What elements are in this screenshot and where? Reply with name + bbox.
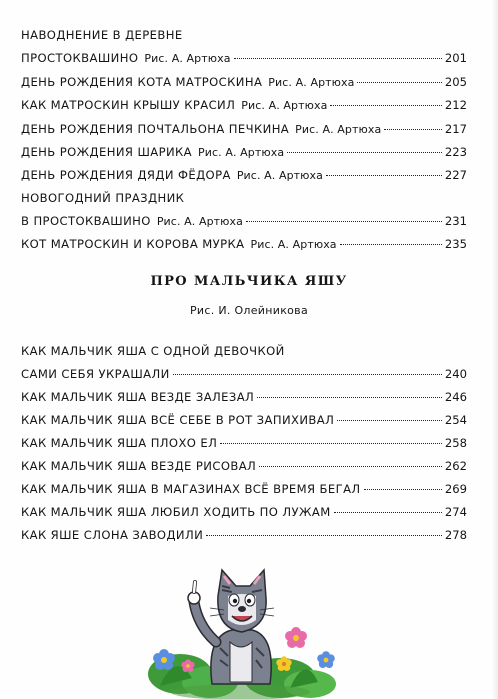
toc-entry[interactable]: [21, 459, 467, 479]
toc-credit: Рис. А. Артюха: [295, 123, 382, 136]
toc-title: КАК МАЛЬЧИК ЯША ВЕЗДЕ РИСОВАЛ: [21, 459, 257, 473]
toc-page-number: 269: [444, 482, 467, 496]
toc-credit: Рис. А. Артюха: [241, 99, 328, 112]
toc-entry[interactable]: [21, 145, 467, 165]
toc-entry[interactable]: [21, 367, 467, 387]
toc-title: ДЕНЬ РОЖДЕНИЯ ШАРИКА: [21, 145, 193, 159]
toc-entry[interactable]: [21, 28, 467, 48]
toc-credit: Рис. А. Артюха: [198, 146, 285, 159]
toc-entry[interactable]: [21, 168, 467, 188]
dot-leader: [334, 512, 442, 513]
toc-title: В ПРОСТОКВАШИНО: [21, 214, 151, 228]
toc-title: ДЕНЬ РОЖДЕНИЯ ДЯДИ ФЁДОРА: [21, 168, 231, 182]
toc-page-number: 262: [444, 459, 467, 473]
toc-title: КОТ МАТРОСКИН И КОРОВА МУРКА: [21, 237, 245, 251]
toc-page-number: 201: [444, 51, 467, 65]
toc-title: КАК МАЛЬЧИК ЯША ВЕЗДЕ ЗАЛЕЗАЛ: [21, 390, 255, 404]
toc-entry[interactable]: [21, 344, 467, 364]
toc-page-number: 278: [444, 528, 467, 542]
toc-page-number: 254: [444, 413, 467, 427]
toc-title: ДЕНЬ РОЖДЕНИЯ ПОЧТАЛЬОНА ПЕЧКИНА: [21, 122, 290, 136]
toc-title: КАК МАЛЬЧИК ЯША ВСЁ СЕБЕ В РОТ ЗАПИХИВАЛ: [21, 413, 335, 427]
toc-entry[interactable]: [21, 436, 467, 456]
toc-entry[interactable]: [21, 237, 467, 257]
toc-credit: Рис. А. Артюха: [236, 169, 323, 182]
dot-leader: [246, 221, 442, 222]
toc-entry[interactable]: [21, 528, 467, 548]
dot-leader: [173, 374, 442, 375]
section-credit: Рис. И. Олейникова: [190, 304, 308, 317]
dot-leader: [206, 535, 442, 536]
toc-credit: Рис. А. Артюха: [144, 52, 231, 65]
toc-page-number: 235: [444, 237, 467, 251]
toc-title: КАК ЯШЕ СЛОНА ЗАВОДИЛИ: [21, 528, 204, 542]
toc-title: ПРОСТОКВАШИНО: [21, 51, 139, 65]
toc-title: КАК МАЛЬЧИК ЯША В МАГАЗИНАХ ВСЁ ВРЕМЯ БЕГАЛ: [21, 482, 361, 496]
dot-leader: [326, 175, 442, 176]
dot-leader: [257, 397, 442, 398]
toc-credit: Рис. А. Артюха: [250, 238, 337, 251]
toc-title: НАВОДНЕНИЕ В ДЕРЕВНЕ: [21, 28, 183, 42]
dot-leader: [340, 244, 442, 245]
toc-credit: Рис. А. Артюха: [268, 76, 355, 89]
toc-title: НОВОГОДНИЙ ПРАЗДНИК: [21, 191, 185, 205]
toc-entry[interactable]: [21, 413, 467, 433]
dot-leader: [234, 58, 442, 59]
toc-entry[interactable]: [21, 75, 467, 95]
toc-entry[interactable]: [21, 390, 467, 410]
toc-title: ДЕНЬ РОЖДЕНИЯ КОТА МАТРОСКИНА: [21, 75, 263, 89]
toc-page-number: 223: [444, 145, 467, 159]
dot-leader: [330, 105, 441, 106]
toc-credit: Рис. А. Артюха: [156, 215, 243, 228]
toc-title: САМИ СЕБЯ УКРАШАЛИ: [21, 367, 170, 381]
toc-title: КАК МАТРОСКИН КРЫШУ КРАСИЛ: [21, 98, 236, 112]
dot-leader: [287, 152, 442, 153]
toc-entry[interactable]: [21, 191, 467, 211]
toc-title: КАК МАЛЬЧИК ЯША С ОДНОЙ ДЕВОЧКОЙ: [21, 344, 285, 358]
toc-page-number: 274: [444, 505, 467, 519]
toc-page-number: 231: [444, 214, 467, 228]
toc-page-number: 258: [444, 436, 467, 450]
toc-page-number: 212: [444, 98, 467, 112]
toc-entry[interactable]: [21, 214, 467, 234]
section-heading: ПРО МАЛЬЧИКА ЯШУ: [150, 274, 348, 289]
dot-leader: [384, 129, 442, 130]
page-edge-shadow: [492, 0, 498, 699]
toc-page-number: 227: [444, 168, 467, 182]
toc-page-number: 240: [444, 367, 467, 381]
dot-leader: [220, 443, 442, 444]
dot-leader: [337, 420, 442, 421]
toc-title: КАК МАЛЬЧИК ЯША ЛЮБИЛ ХОДИТЬ ПО ЛУЖАМ: [21, 505, 331, 519]
toc-entry[interactable]: [21, 98, 467, 118]
dot-leader: [259, 466, 442, 467]
dot-leader: [364, 489, 442, 490]
toc-entry[interactable]: [21, 482, 467, 502]
dot-leader: [357, 82, 441, 83]
cat-matroskin-illustration: [140, 556, 340, 699]
toc-entry[interactable]: [21, 505, 467, 525]
toc-title: КАК МАЛЬЧИК ЯША ПЛОХО ЕЛ: [21, 436, 218, 450]
toc-entry[interactable]: [21, 51, 467, 71]
toc-page-number: 217: [444, 122, 467, 136]
toc-entry[interactable]: [21, 122, 467, 142]
toc-page-number: 205: [444, 75, 467, 89]
toc-page-number: 246: [444, 390, 467, 404]
